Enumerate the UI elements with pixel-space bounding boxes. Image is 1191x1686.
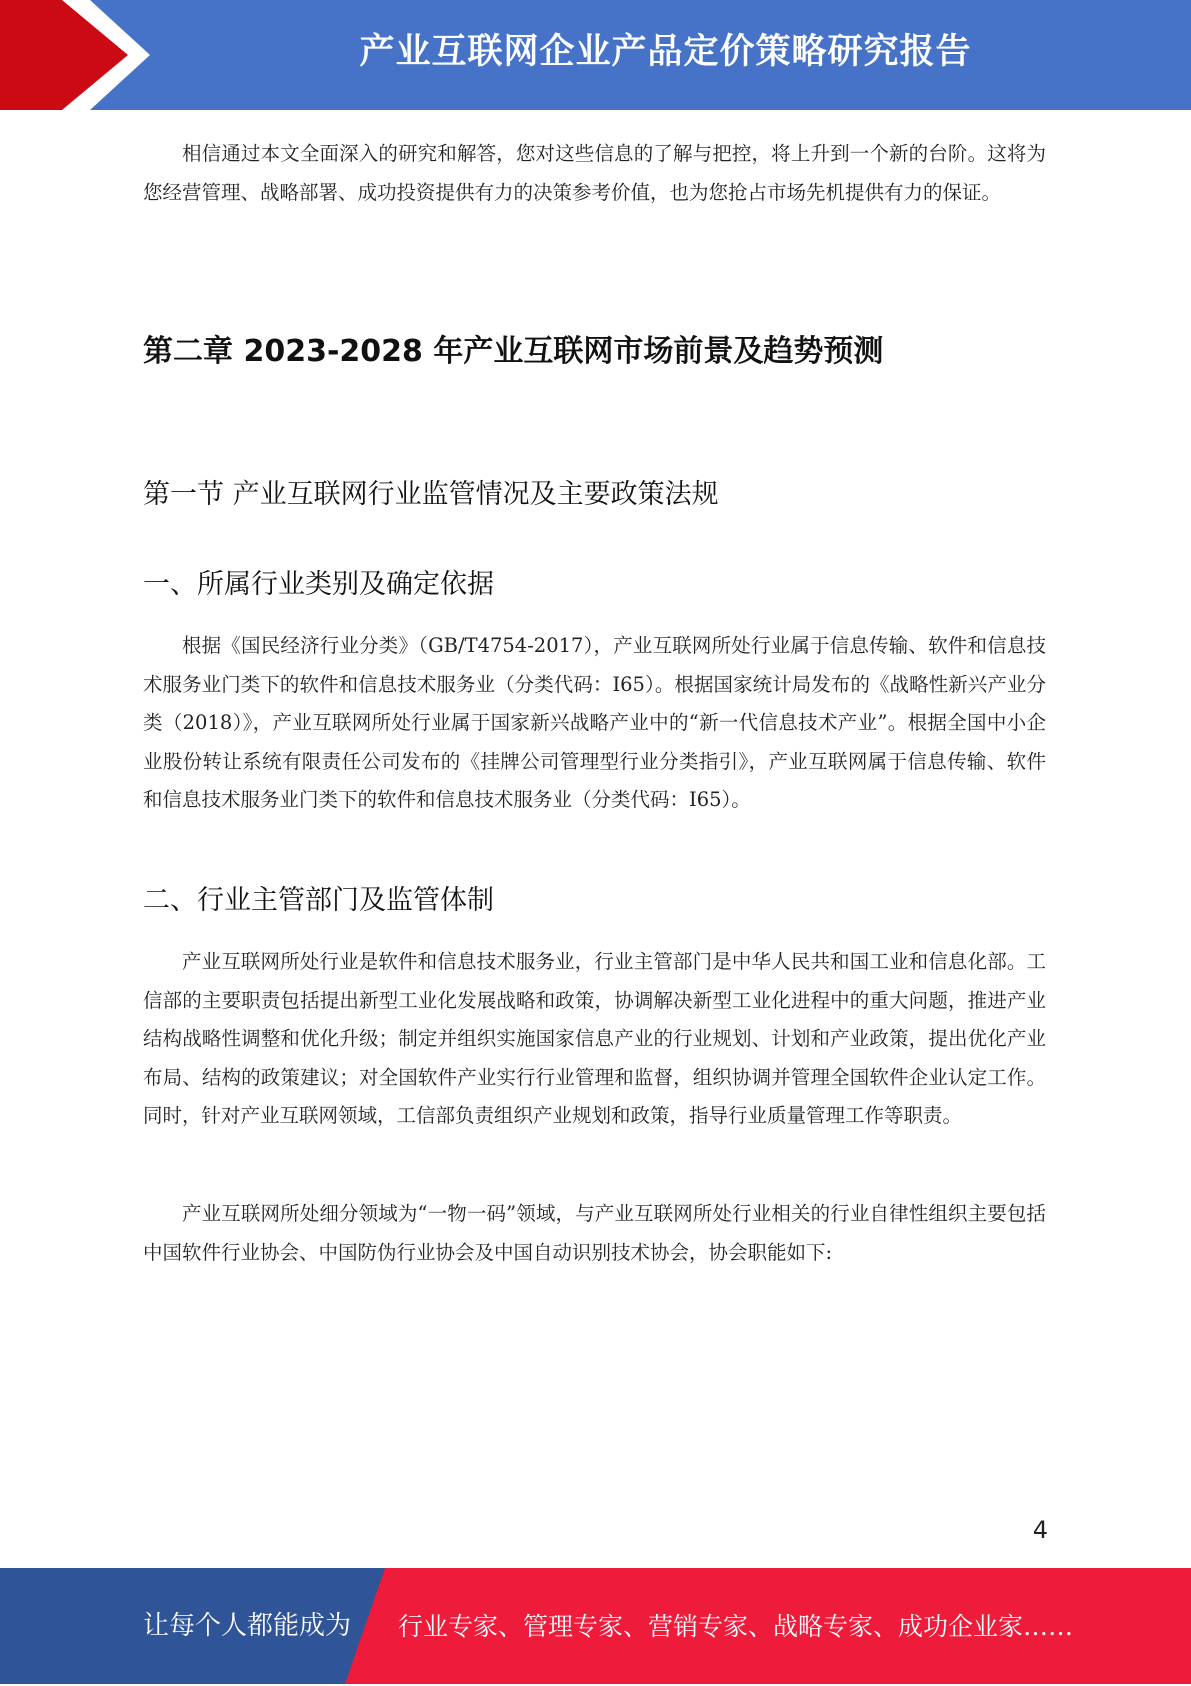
footer-slogan-right: 行业专家、管理专家、营销专家、战略专家、成功企业家…… [398, 1612, 1074, 1641]
subsection-2-paragraph-1: 产业互联网所处行业是软件和信息技术服务业，行业主管部门是中华人民共和国工业和信息化部。工信部的主要职责包括提出新型工业化发展战略和政策，协调解决新型工业化进程中的重大问题，推进产业结构战略性调整和优化升级；制定并组织实施国家信息产业的行业规划、计划和产业政策，提出优化产业布局、结构的政策建议；对全国软件产业实行行业管理和监督，组织协调并管理全国软件企业认定工作。同时，针对产业互联网领域，工信部负责组织产业规划和政策，指导行业质量管理工作等职责。 [143, 950, 1046, 1127]
subsection-2-title: 二、行业主管部门及监管体制 [143, 885, 494, 916]
intro-section [143, 135, 1046, 212]
chapter-title: 第二章 2023-2028 年产业互联网市场前景及趋势预测 [143, 334, 884, 369]
report-footer-banner [0, 1568, 1191, 1684]
subsection-2-paragraph-2: 产业互联网所处细分领域为“一物一码”领域，与产业互联网所处行业相关的行业自律性组织主要包括中国软件行业协会、中国防伪行业协会及中国自动识别技术协会，协会职能如下: [143, 1202, 1046, 1264]
report-header-banner [0, 0, 1191, 110]
report-title: 产业互联网企业产品定价策略研究报告 [359, 32, 972, 72]
footer-slogan-left: 让每个人都能成为 [143, 1611, 352, 1641]
subsection-1-body [143, 627, 1046, 820]
subsection-2-body [143, 943, 1046, 1136]
intro-paragraph: 相信通过本文全面深入的研究和解答，您对这些信息的了解与把控，将上升到一个新的台阶。这将为您经营管理、战略部署、成功投资提供有力的决策参考价值，也为您抢占市场先机提供有力的保证。 [143, 142, 1046, 204]
section-title: 第一节 产业互联网行业监管情况及主要政策法规 [143, 479, 719, 510]
page-number: 4 [1032, 1516, 1048, 1544]
subsection-1-title: 一、所属行业类别及确定依据 [143, 569, 494, 600]
subsection-1-paragraph: 根据《国民经济行业分类》（GB/T4754-2017），产业互联网所处行业属于信息传输、软件和信息技术服务业门类下的软件和信息技术服务业（分类代码：I65）。根据国家统计局发布的《战略性新兴产业分类（2018）》，产业互联网所处行业属于国家新兴战略产业中的“新一代信息技术产业”。根据全国中小企业股份转让系统有限责任公司发布的《挂牌公司管理型行业分类指引》，产业互联网属于信息传输、软件和信息技术服务业门类下的软件和信息技术服务业（分类代码：I65）。 [143, 634, 1046, 811]
subsection-2-body-continued [143, 1195, 1046, 1272]
